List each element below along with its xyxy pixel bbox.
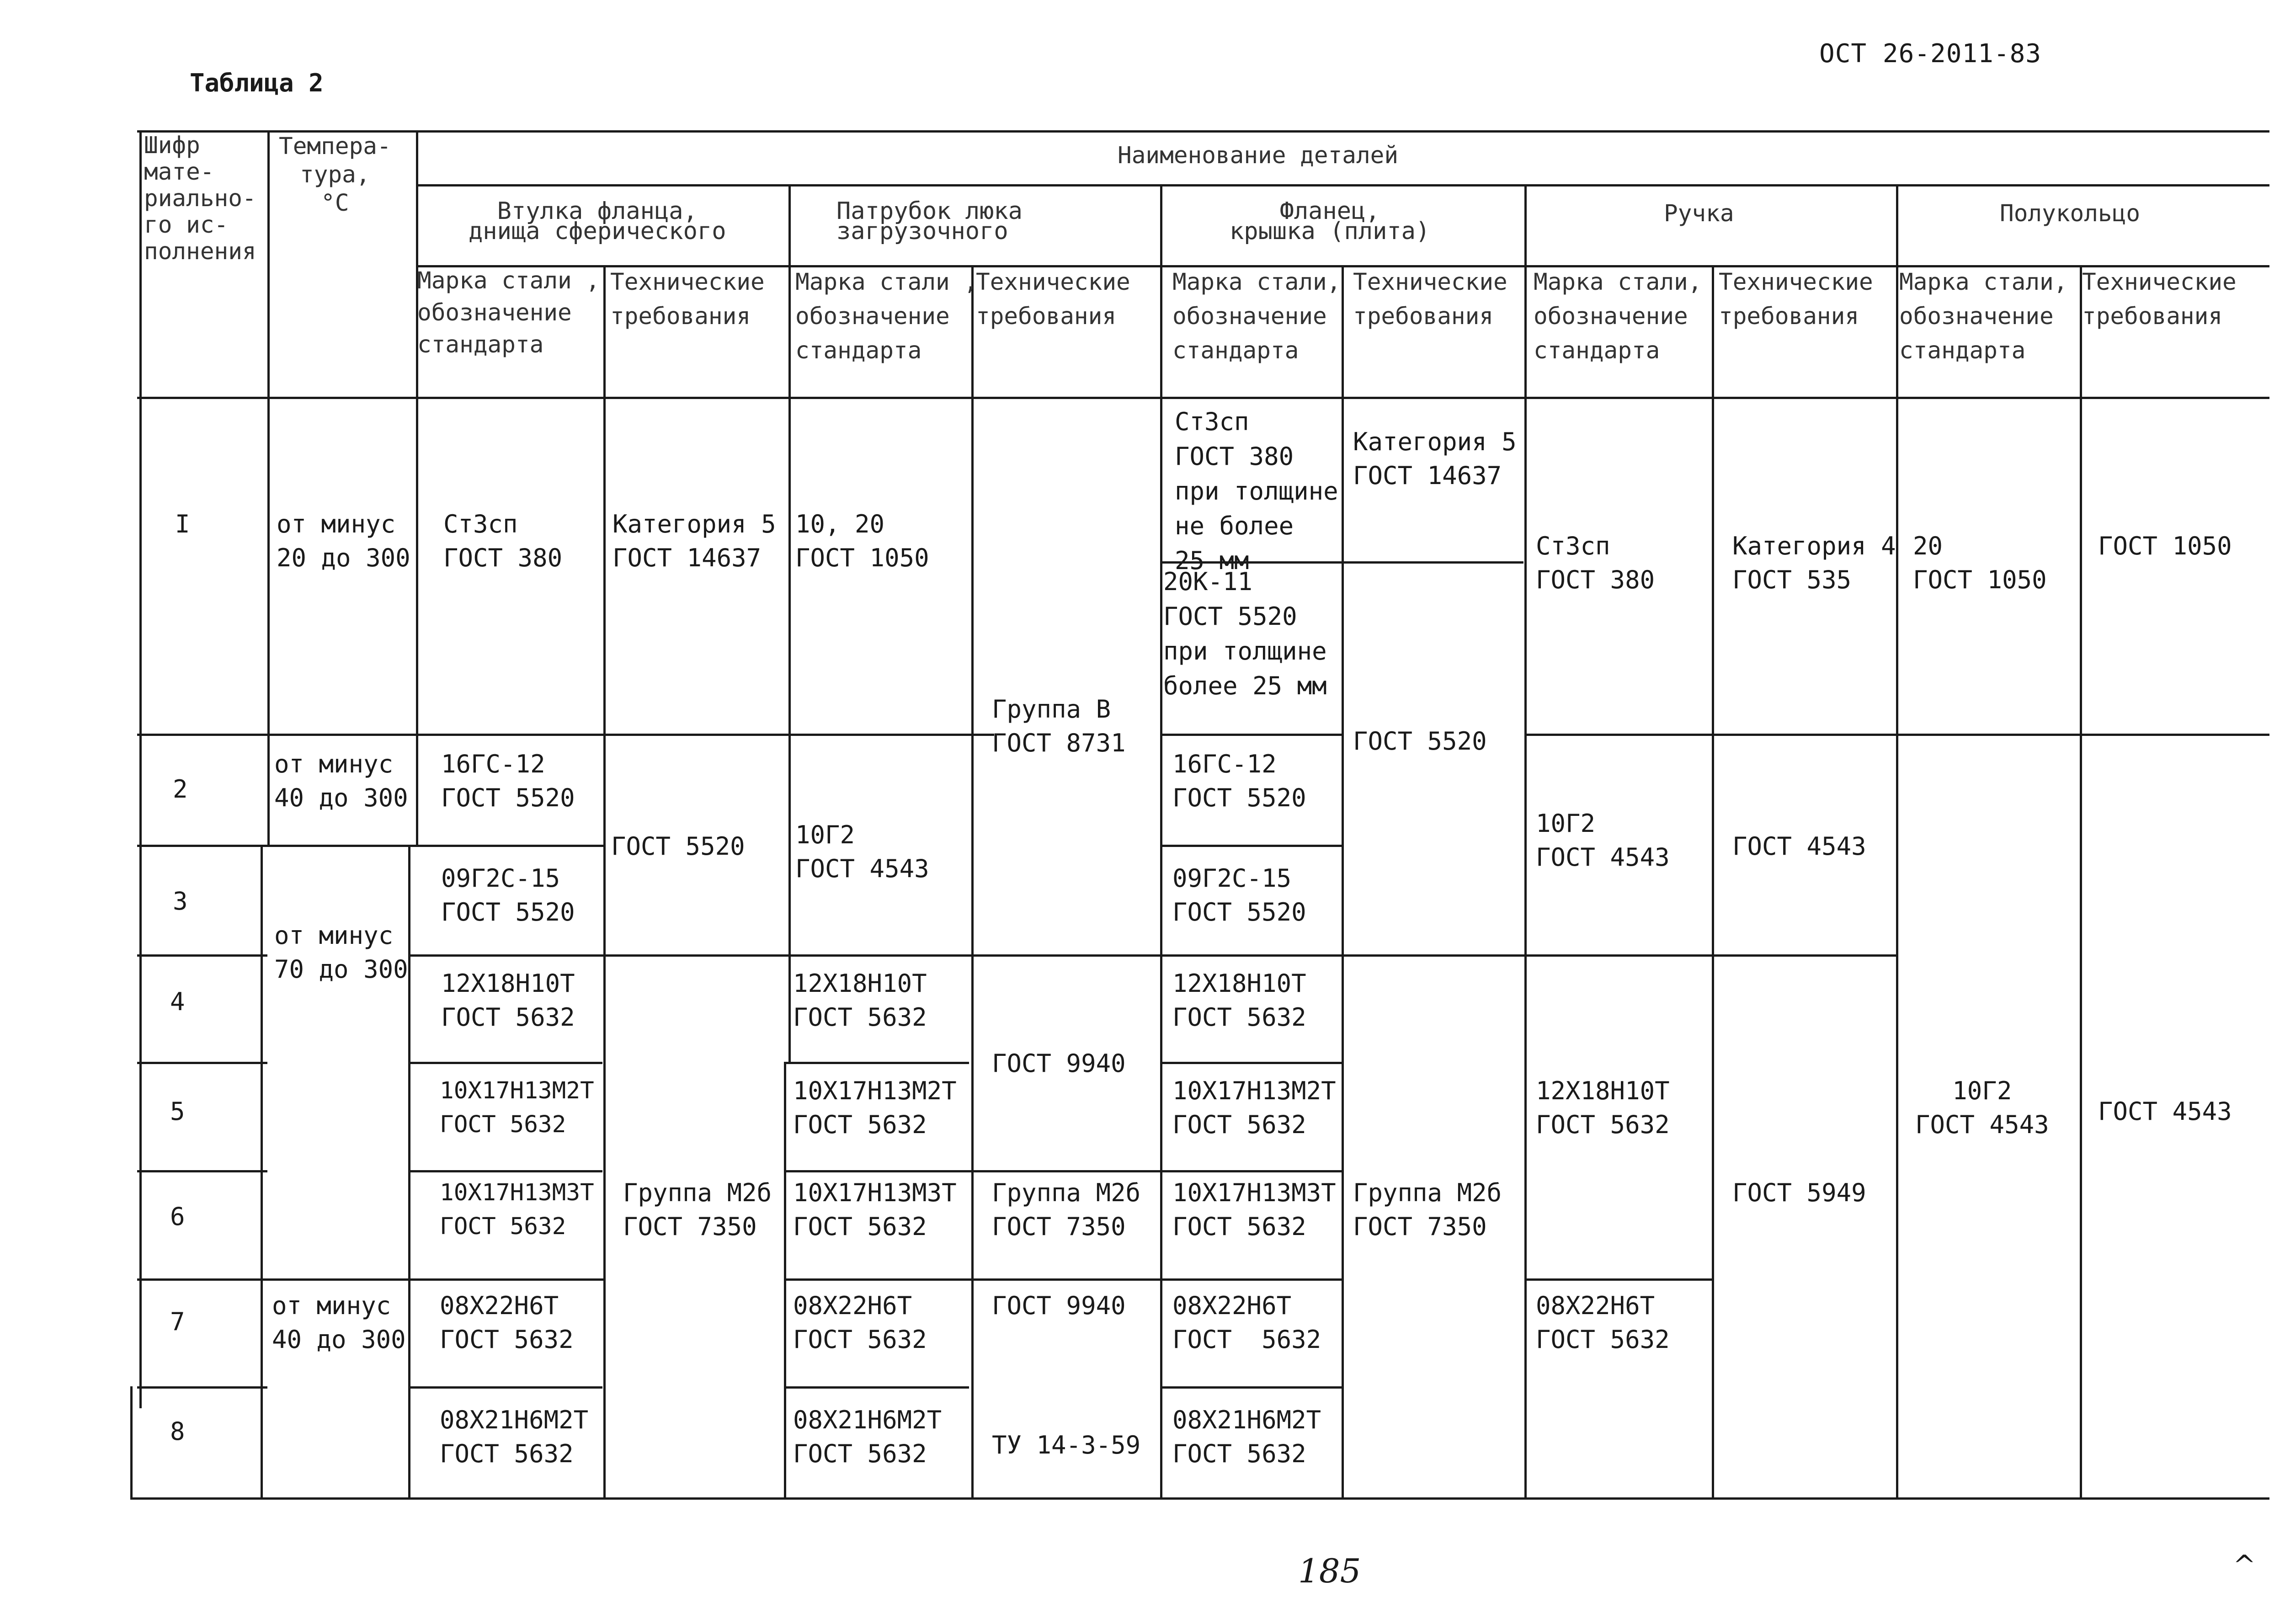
col-nozzle-lower [784, 1062, 786, 1500]
bush-grade-7: 08Х22Н6Т ГОСТ 5632 [440, 1291, 574, 1354]
temp-row-2: от минус 40 до 300 [274, 750, 408, 812]
bush-grade-4: 12Х18Н10Т ГОСТ 5632 [441, 969, 575, 1032]
subhdr-tech-5: Технические требования [2082, 269, 2237, 330]
table-title: Таблица 2 [190, 69, 324, 97]
flange-grade-3: 09Г2С-15 ГОСТ 5520 [1172, 864, 1306, 926]
rule-row-4-bottom-b [408, 1062, 602, 1064]
rule-row-6-bottom-c [1524, 1278, 1712, 1281]
col-cipher-lower [261, 845, 263, 1500]
handle-grade-4-6: 12Х18Н10Т ГОСТ 5632 [1536, 1076, 1670, 1139]
nozzle-grade-5: 10Х17Н13М2Т ГОСТ 5632 [793, 1076, 957, 1139]
col-cipher [267, 130, 270, 847]
flange-grade-5: 10Х17Н13М2Т ГОСТ 5632 [1172, 1076, 1336, 1139]
flange-grade-4: 12Х18Н10Т ГОСТ 5632 [1172, 969, 1306, 1032]
nozzle-tech-6: Группа М2б ГОСТ 7350 [992, 1178, 1141, 1241]
rule-row-7-bottom-c [784, 1386, 969, 1389]
bush-tech-1: Категория 5 ГОСТ 14637 [613, 510, 776, 572]
part-half-ring: Полукольцо [2000, 200, 2141, 227]
col-left [139, 130, 142, 1408]
rule-row-5-bottom-b [408, 1170, 602, 1172]
part-flange-bush: Втулка фланца, днища сферического [469, 197, 726, 245]
handle-tech-2-3: ГОСТ 4543 [1732, 832, 1866, 861]
nozzle-tech-7: ГОСТ 9940 [992, 1291, 1126, 1320]
document-code: ОСТ 26-2011-83 [1819, 39, 2042, 69]
col-left-lower [130, 1386, 133, 1500]
rule-row-5-bottom-c [784, 1170, 1343, 1172]
col-nozzle-tech [971, 265, 974, 1500]
header-parts-title: Наименование деталей [1118, 142, 1399, 169]
bush-grade-1: Ст3сп ГОСТ 380 [443, 510, 563, 572]
rule-row-7-bottom-b [408, 1386, 602, 1389]
cipher-5: 5 [170, 1097, 185, 1126]
col-halfring-tech [2080, 265, 2082, 1500]
flange-grade-2: 16ГС-12 ГОСТ 5520 [1172, 750, 1306, 812]
flange-grade-1a: Ст3сп ГОСТ 380 при толщине не более 25 мм [1175, 407, 1338, 575]
col-halfring [1896, 184, 1898, 1500]
cipher-7: 7 [170, 1307, 185, 1336]
bush-grade-2: 16ГС-12 ГОСТ 5520 [441, 750, 575, 812]
nozzle-tech-8: ТУ 14-3-59 [992, 1431, 1141, 1459]
col-handle-tech [1712, 265, 1714, 1500]
temp-rows-3-6: от минус 70 до 300 [274, 921, 408, 984]
subhdr-tech-4: Технические требования [1719, 269, 1873, 330]
subhdr-grade-3: Марка стали, обозначение стандарта [1172, 269, 1341, 364]
temp-row-1: от минус 20 до 300 [277, 510, 410, 572]
rule-header-bottom [137, 397, 2269, 399]
part-handle: Ручка [1664, 200, 1734, 227]
rule-row-1-bottom-flange [1160, 734, 1343, 736]
rule-row-5-bottom-a [137, 1170, 267, 1172]
nozzle-grade-4: 12Х18Н10Т ГОСТ 5632 [793, 969, 927, 1032]
flange-grade-8: 08Х21Н6М2Т ГОСТ 5632 [1172, 1406, 1321, 1468]
subhdr-tech-3: Технические требования [1353, 269, 1507, 330]
rule-row-4-bottom-d [1160, 1062, 1343, 1064]
cipher-6: 6 [170, 1202, 185, 1231]
rule-top [137, 130, 2269, 133]
col-flange-tech [1342, 265, 1344, 1500]
rule-row-7-bottom-a [137, 1386, 267, 1389]
rule-row-6-bottom-a [137, 1278, 603, 1281]
nozzle-tech-1-3: Группа В ГОСТ 8731 [992, 695, 1126, 757]
bush-grade-8: 08Х21Н6М2Т ГОСТ 5632 [440, 1406, 589, 1468]
flange-tech-1a: Категория 5 ГОСТ 14637 [1353, 427, 1517, 490]
bush-tech-2-3: ГОСТ 5520 [611, 832, 745, 861]
cipher-4: 4 [170, 987, 185, 1016]
cipher-2: 2 [173, 775, 188, 804]
subhdr-tech-1: Технические требования [610, 269, 765, 330]
rule-row-2-bottom-flange [1160, 845, 1343, 847]
col-temp [416, 130, 418, 847]
rule-row-4-bottom-c [784, 1062, 969, 1064]
rule-row-1-bottom [137, 734, 994, 736]
rule-row-4-bottom-a [137, 1062, 267, 1064]
col-nozzle [788, 184, 791, 1064]
handle-grade-1: Ст3сп ГОСТ 380 [1536, 532, 1655, 594]
nozzle-tech-4-5: ГОСТ 9940 [992, 1049, 1126, 1078]
flange-tech-1b-3: ГОСТ 5520 [1353, 727, 1487, 756]
part-flange-cover: Фланец, крышка (плита) [1230, 197, 1430, 245]
subhdr-grade-5: Марка стали, обозначение стандарта [1899, 269, 2068, 364]
corner-mark: ^ [2233, 1549, 2256, 1581]
handle-grade-2-3: 10Г2 ГОСТ 4543 [1536, 809, 1670, 872]
temp-rows-7-8: от минус 40 до 300 [272, 1291, 406, 1354]
rule-bottom [130, 1497, 2269, 1500]
rule-row-6-bottom-b [784, 1278, 1343, 1281]
handle-grade-7-8: 08Х22Н6Т ГОСТ 5632 [1536, 1291, 1670, 1354]
rule-row-3-bottom-a [137, 954, 267, 957]
cipher-3: 3 [173, 887, 188, 916]
bush-tech-4-8: Группа М2б ГОСТ 7350 [623, 1178, 772, 1241]
page-number: 185 [1298, 1552, 1361, 1590]
subhdr-grade-1: Марка стали , обозначение стандарта [417, 267, 600, 358]
nozzle-grade-8: 08Х21Н6М2Т ГОСТ 5632 [793, 1406, 942, 1468]
rule-row-7-bottom-d [1160, 1386, 1343, 1389]
nozzle-grade-1: 10, 20 ГОСТ 1050 [795, 510, 929, 572]
header-cipher: Шифр мате- риально- го ис- полнения [144, 132, 256, 265]
handle-tech-4-8: ГОСТ 5949 [1732, 1178, 1866, 1207]
flange-grade-6: 10Х17Н13М3Т ГОСТ 5632 [1172, 1178, 1336, 1241]
cipher-1: I [175, 510, 190, 538]
halfring-grade-1: 20 ГОСТ 1050 [1913, 532, 2047, 594]
nozzle-grade-6: 10Х17Н13М3Т ГОСТ 5632 [793, 1178, 957, 1241]
halfring-tech-1: ГОСТ 1050 [2098, 532, 2232, 560]
nozzle-grade-7: 08Х22Н6Т ГОСТ 5632 [793, 1291, 927, 1354]
subhdr-grade-4: Марка стали, обозначение стандарта [1534, 269, 1702, 364]
bush-grade-6: 10Х17Н13М3Т ГОСТ 5632 [440, 1179, 594, 1240]
flange-tech-4-8: Группа М2б ГОСТ 7350 [1353, 1178, 1502, 1241]
col-handle [1524, 184, 1527, 1500]
flange-grade-7: 08Х22Н6Т ГОСТ 5632 [1172, 1291, 1321, 1354]
col-flange [1160, 184, 1162, 1500]
col-bush-tech [603, 265, 606, 1500]
flange-grade-1b: 20К-11 ГОСТ 5520 при толщине более 25 мм [1163, 567, 1327, 700]
nozzle-grade-2-3: 10Г2 ГОСТ 4543 [795, 820, 929, 883]
col-temp-lower [408, 845, 410, 1500]
subhdr-tech-2: Технические требования [976, 269, 1130, 330]
halfring-tech-2-8: ГОСТ 4543 [2098, 1097, 2232, 1126]
halfring-grade-2-8: 10Г2 ГОСТ 4543 [1915, 1076, 2049, 1139]
cipher-8: 8 [170, 1417, 185, 1446]
bush-grade-5: 10Х17Н13М2Т ГОСТ 5632 [440, 1077, 594, 1138]
rule-row-3-bottom-b [408, 954, 1896, 957]
subhdr-grade-2: Марка стали , обозначение стандарта [795, 269, 978, 364]
header-temperature: Темпера- тура, °С [279, 133, 391, 217]
rule-row-2-bottom [137, 845, 603, 847]
handle-tech-1: Категория 4 ГОСТ 535 [1732, 532, 1896, 594]
rule-parts-title [416, 184, 2269, 186]
bush-grade-3: 09Г2С-15 ГОСТ 5520 [441, 864, 575, 926]
part-hatch-nozzle: Патрубок люка загрузочного [836, 197, 1023, 245]
